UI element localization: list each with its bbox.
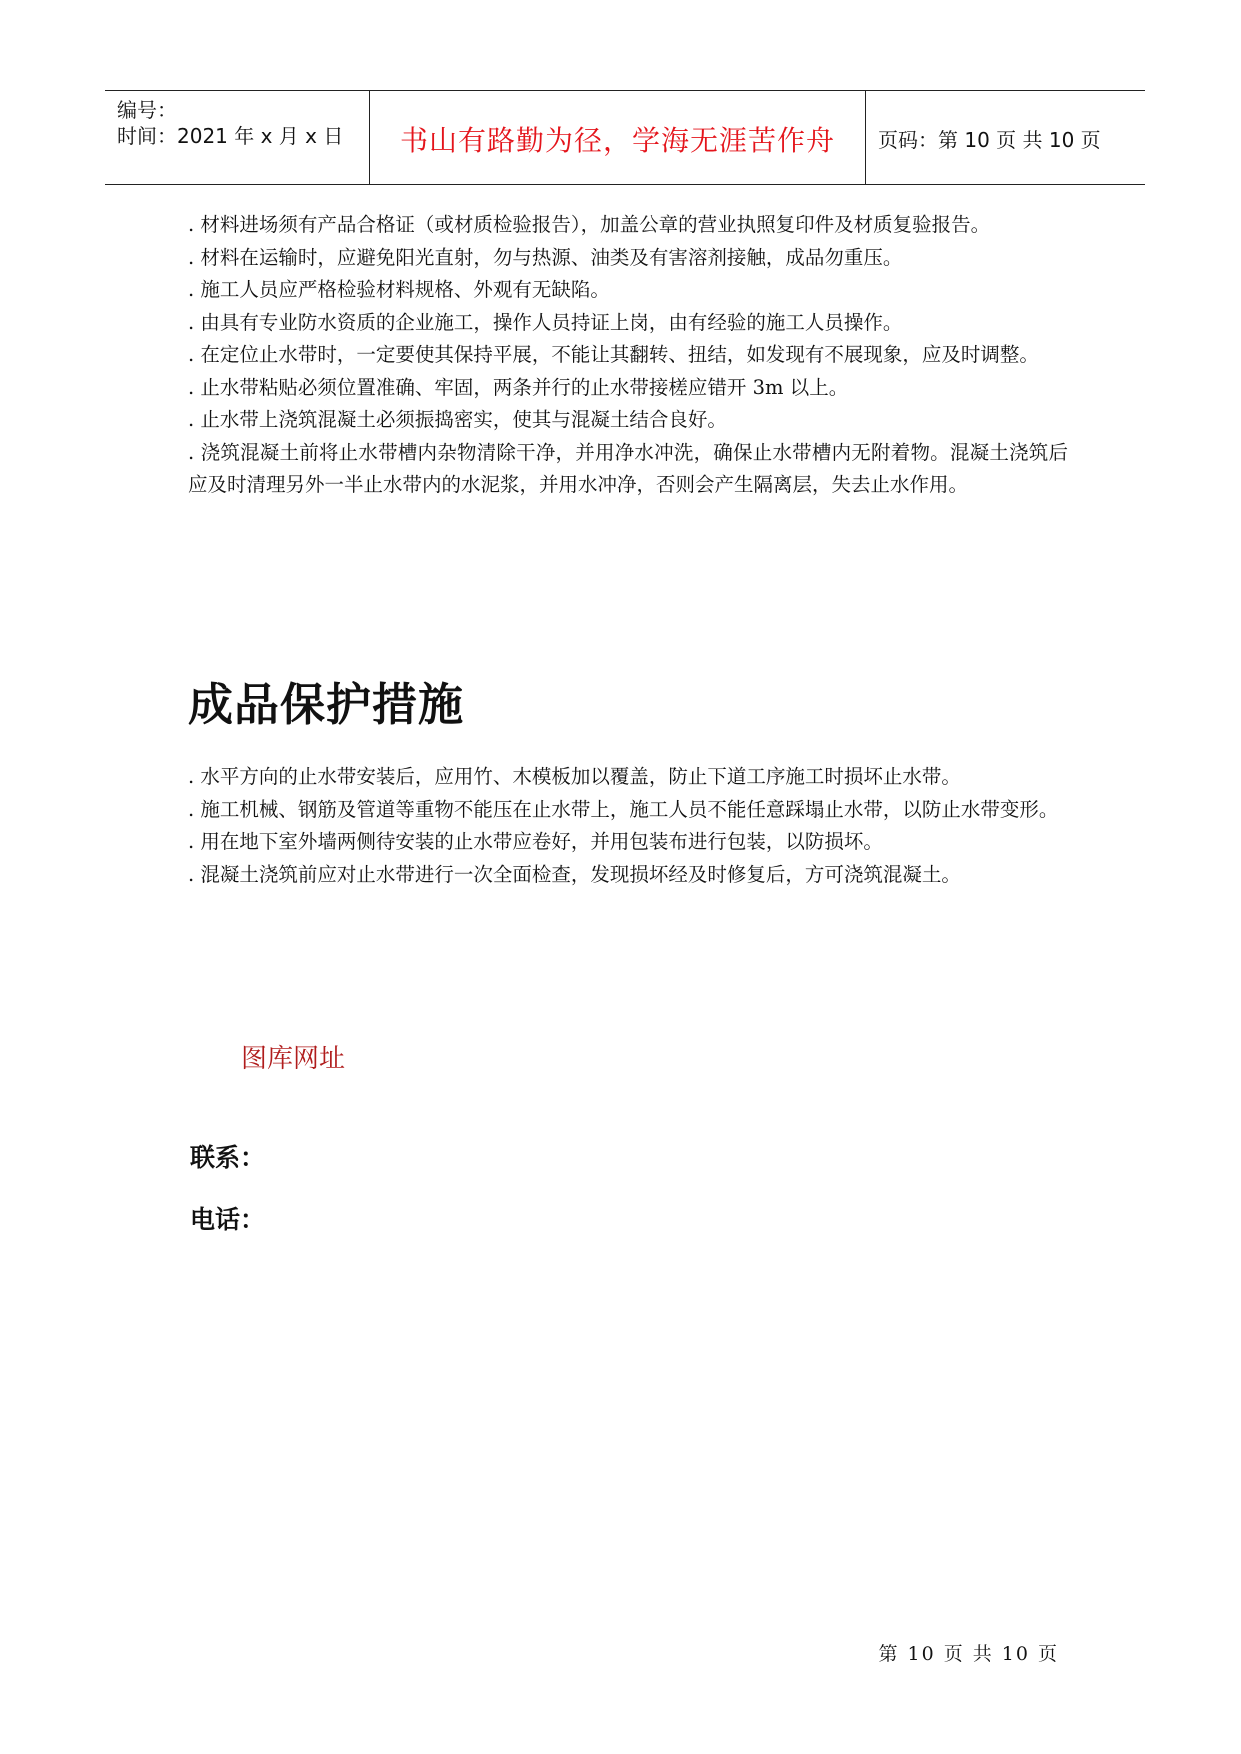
- material-requirements-list: [188, 209, 1068, 502]
- paragraph: . 材料在运输时，应避免阳光直射，勿与热源、油类及有害溶剂接触，成品勿重压。: [188, 245, 903, 269]
- header-motto: 书山有路勤为径，学海无涯苦作舟: [399, 124, 835, 157]
- contact-label: 联系：: [190, 1143, 266, 1172]
- paragraph: . 浇筑混凝土前将止水带槽内杂物清除干净，并用净水冲洗，确保止水带槽内无附着物。混凝土浇筑后应及时清理另外一半止水带内的水泥浆，并用水冲净，否则会产生隔离层，失去止水作用。: [188, 440, 1068, 496]
- paragraph: . 施工机械、钢筋及管道等重物不能压在止水带上，施工人员不能任意踩塌止水带，以防止水带变形。: [188, 797, 1059, 821]
- paragraph: . 止水带上浇筑混凝土必须振捣密实，使其与混凝土结合良好。: [188, 408, 727, 431]
- date-label: 时间：2021 年 x 月 x 日: [117, 124, 344, 148]
- header-right-cell: [866, 91, 1145, 184]
- footer-page-number: 第 10 页 共 10 页: [878, 1643, 1059, 1665]
- paragraph: . 混凝土浇筑前应对止水带进行一次全面检查，发现损坏经及时修复后，方可浇筑混凝土。: [188, 862, 961, 886]
- gallery-link[interactable]: 图库网址: [241, 1044, 346, 1074]
- product-protection-list: [188, 761, 1068, 891]
- paragraph: . 施工人员应严格检验材料规格、外观有无缺陷。: [188, 278, 610, 301]
- paragraph: . 由具有专业防水资质的企业施工，操作人员持证上岗，由有经验的施工人员操作。: [188, 310, 903, 334]
- paragraph: . 止水带粘贴必须位置准确、牢固，两条并行的止水带接槎应错开 3m 以上。: [188, 375, 849, 399]
- page-header: [105, 90, 1145, 185]
- serial-number-label: 编号：: [117, 98, 177, 122]
- phone-label: 电话：: [190, 1205, 266, 1234]
- section-title: 成品保护措施: [188, 678, 465, 731]
- paragraph: . 在定位止水带时，一定要使其保持平展，不能让其翻转、扭结，如发现有不展现象，应及时调整。: [188, 343, 1039, 366]
- header-left-cell: [105, 91, 370, 184]
- paragraph: . 水平方向的止水带安装后，应用竹、木模板加以覆盖，防止下道工序施工时损坏止水带。: [188, 765, 961, 788]
- paragraph: . 材料进场须有产品合格证（或材质检验报告），加盖公章的营业执照复印件及材质复验报告。: [188, 213, 991, 236]
- header-middle-cell: [370, 91, 866, 184]
- header-page-number: 页码：第 10 页 共 10 页: [878, 128, 1101, 152]
- paragraph: . 用在地下室外墙两侧待安装的止水带应卷好，并用包装布进行包装，以防损坏。: [188, 830, 883, 853]
